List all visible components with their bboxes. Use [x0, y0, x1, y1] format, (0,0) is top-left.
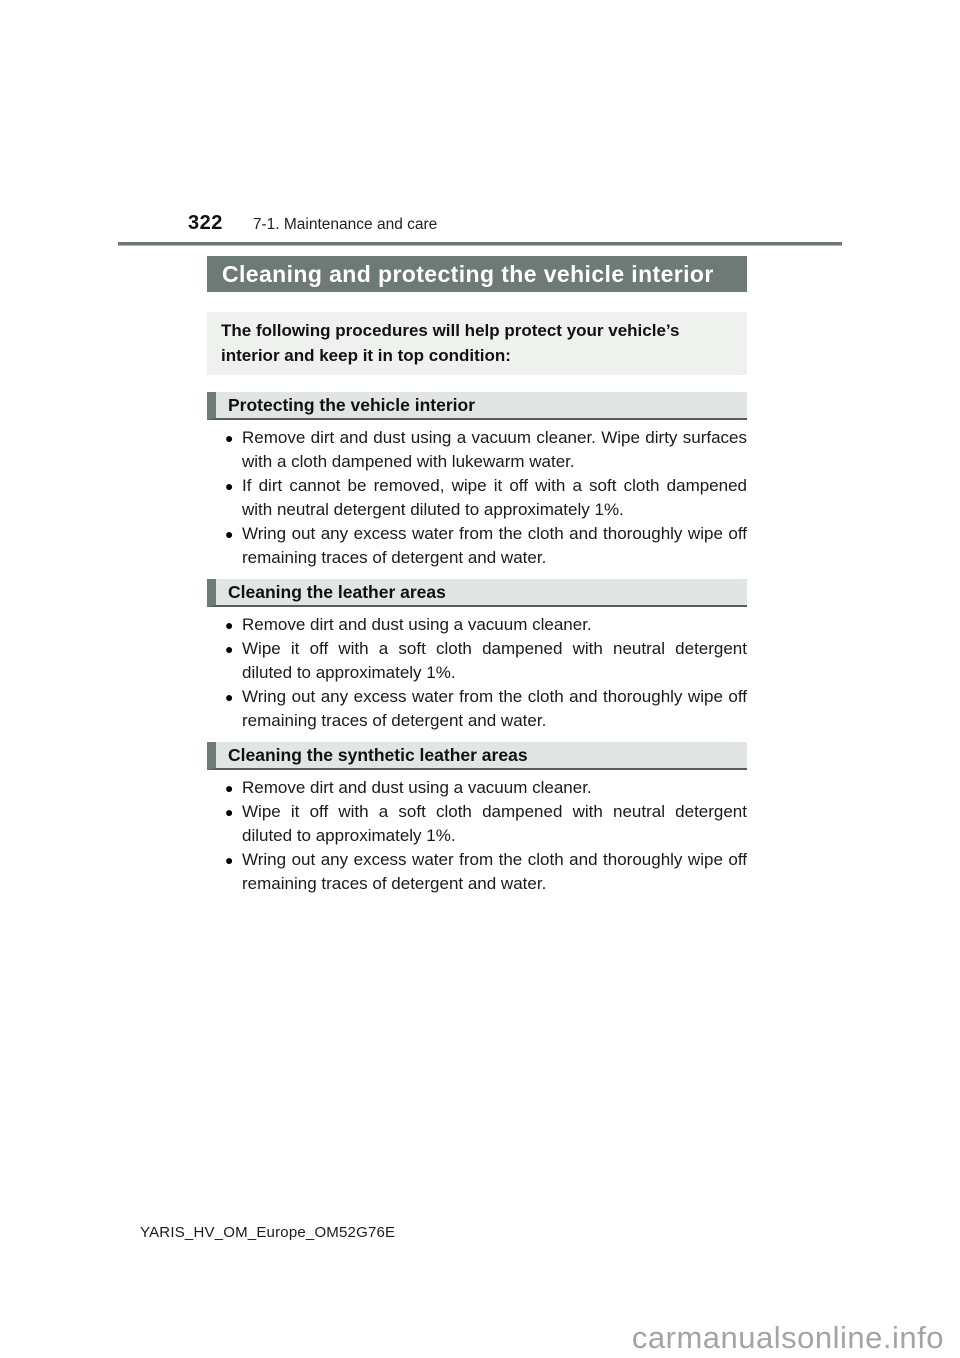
section-heading-label: Cleaning the synthetic leather areas	[228, 745, 528, 765]
section-heading-label: Cleaning the leather areas	[228, 582, 446, 602]
bullet-icon: ●	[225, 689, 234, 705]
bullet-text: Wring out any excess water from the cloth and thoroughly wipe off remaining traces of detergent and water.	[242, 524, 747, 567]
bullet-icon: ●	[225, 641, 234, 657]
intro-box: The following procedures will help protect your vehicle’s interior and keep it in top condition:	[207, 312, 747, 375]
bullet-icon: ●	[225, 430, 234, 446]
bullet-text: Remove dirt and dust using a vacuum cleaner.	[242, 778, 592, 797]
page-title: Cleaning and protecting the vehicle interior	[207, 256, 747, 292]
bullet-list	[207, 426, 747, 570]
bullet-icon: ●	[225, 478, 234, 494]
bullet-text: Remove dirt and dust using a vacuum cleaner.	[242, 615, 592, 634]
bullet-text: Wring out any excess water from the cloth and thoroughly wipe off remaining traces of detergent and water.	[242, 687, 747, 730]
section-heading	[207, 392, 747, 420]
breadcrumb: 7-1. Maintenance and care	[252, 216, 438, 233]
list-item	[207, 474, 747, 522]
header-divider	[118, 242, 842, 246]
list-item	[207, 613, 747, 637]
list-item	[207, 426, 747, 474]
list-item	[207, 848, 747, 896]
list-item	[207, 776, 747, 800]
bullet-icon: ●	[225, 852, 234, 868]
section-leather-areas	[207, 579, 747, 733]
page-number: 322	[188, 212, 223, 234]
list-item	[207, 637, 747, 685]
section-protecting-interior	[207, 392, 747, 570]
running-header	[188, 212, 437, 235]
bullet-text: If dirt cannot be removed, wipe it off with a soft cloth dampened with neutral detergent diluted to approximately 1%.	[242, 476, 747, 519]
section-heading-label: Protecting the vehicle interior	[228, 395, 475, 415]
bullet-icon: ●	[225, 617, 234, 633]
list-item	[207, 800, 747, 848]
bullet-icon: ●	[225, 804, 234, 820]
bullet-text: Remove dirt and dust using a vacuum cleaner. Wipe dirty surfaces with a cloth dampened with lukewarm water.	[242, 428, 747, 471]
document-id: YARIS_HV_OM_Europe_OM52G76E	[140, 1224, 396, 1241]
bullet-list	[207, 613, 747, 733]
bullet-icon: ●	[225, 780, 234, 796]
section-heading	[207, 579, 747, 607]
section-heading	[207, 742, 747, 770]
page-content	[207, 256, 747, 905]
section-synthetic-leather-areas	[207, 742, 747, 896]
watermark: carmanualsonline.info	[631, 1320, 944, 1355]
bullet-text: Wipe it off with a soft cloth dampened with neutral detergent diluted to approximately 1%.	[242, 639, 747, 682]
bullet-icon: ●	[225, 526, 234, 542]
bullet-list	[207, 776, 747, 896]
bullet-text: Wipe it off with a soft cloth dampened with neutral detergent diluted to approximately 1%.	[242, 802, 747, 845]
bullet-text: Wring out any excess water from the cloth and thoroughly wipe off remaining traces of detergent and water.	[242, 850, 747, 893]
list-item	[207, 522, 747, 570]
list-item	[207, 685, 747, 733]
